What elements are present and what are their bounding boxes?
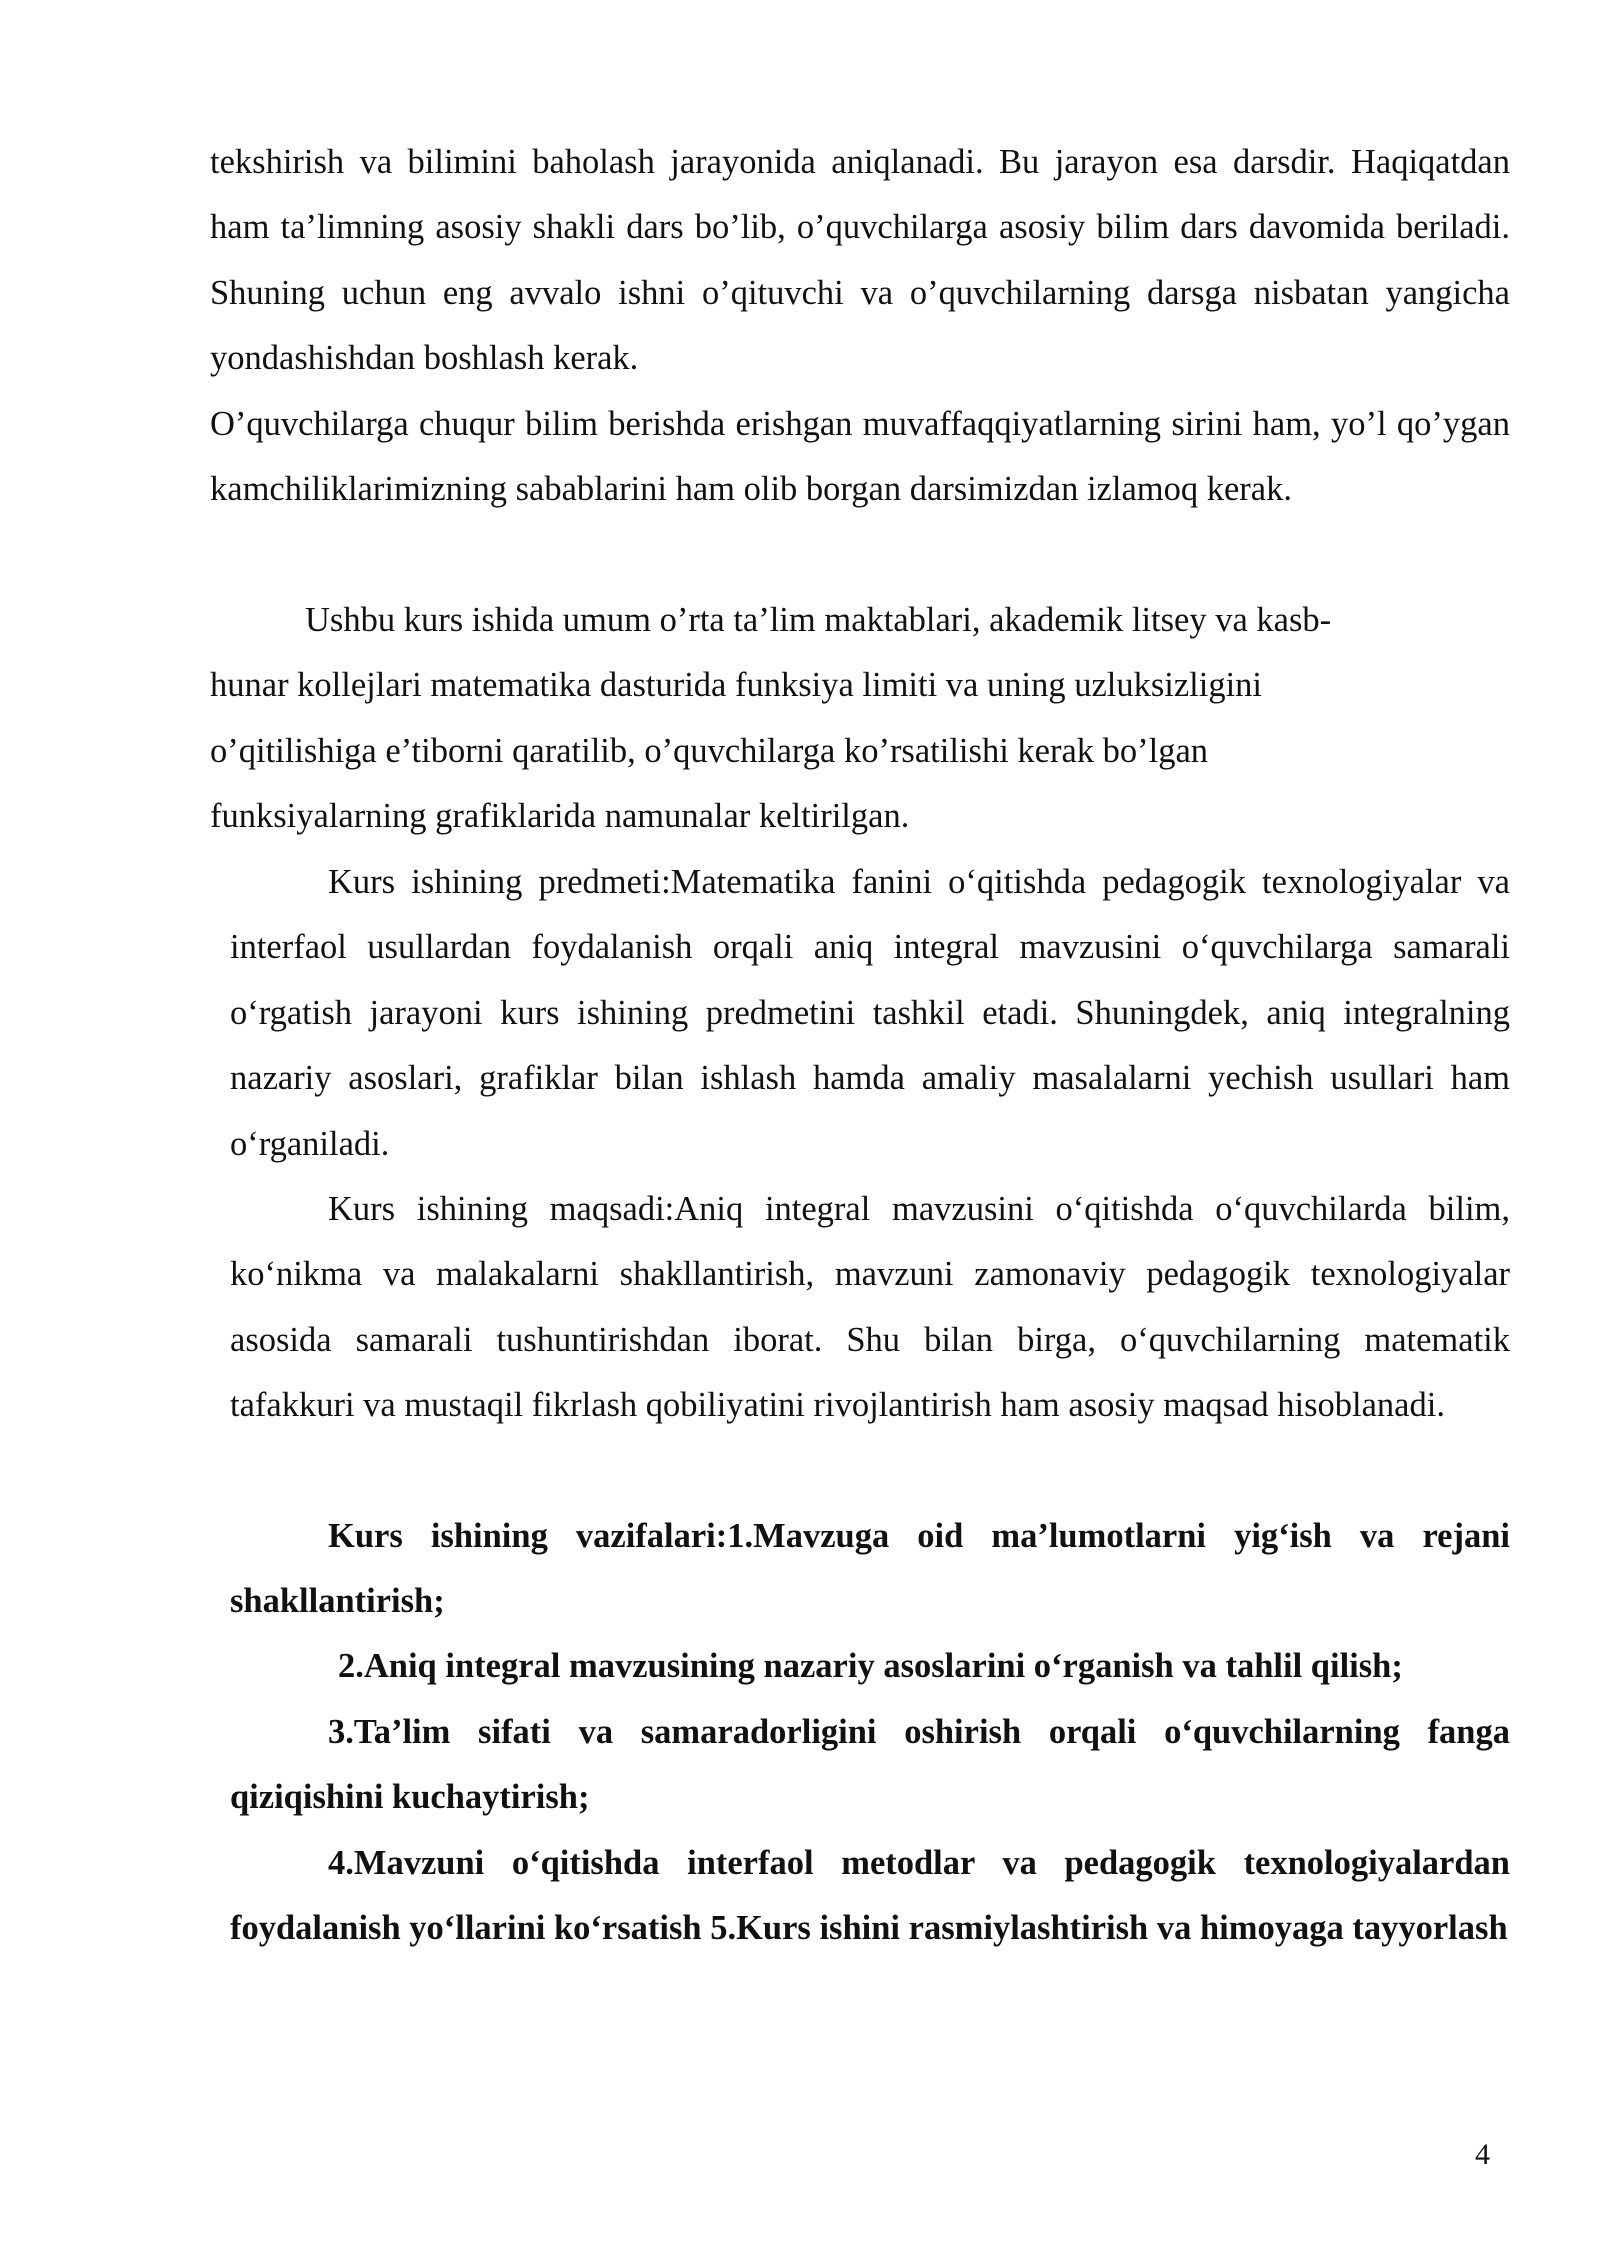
paragraph-line: hunar kollejlari matematika dasturida funksiya limiti va uning uzluksizligini [210,666,1263,705]
page-number: 4 [1475,2138,1490,2171]
paragraph-line: Ushbu kurs ishida umum o’rta ta’lim maktablari, akademik litsey va kasb- [305,601,1332,639]
task-item-4-5: 4.Mavzuni o‘qitishda interfaol metodlar va pedagogik texnologiyalardan foydalanish yo‘llarini ko‘rsatish 5.Kurs ishini rasmiylashtirish va himoyaga tayyorlash [230,1844,1510,1948]
paragraph-line: funksiyalarning grafiklarida namunalar keltirilgan. [210,797,910,836]
paragraph-kurs-ishi [210,588,1440,850]
paragraph-muvaffaqiyat: O’quvchilarga chuqur bilim berishda erishgan muvaffaqqiyatlarning sirini ham, yo’l qo’ygan kamchiliklarimizning sabablarini ham olib borgan darsimizdan izlamoq kerak. [210,405,1510,509]
paragraph-line: o’qitilishiga e’tiborni qaratilib, o’quvchilarga ko’rsatilishi kerak bo’lgan [210,731,1209,770]
task-item-3: 3.Ta’lim sifati va samaradorligini oshirish orqali o‘quvchilarning fanga qiziqishini kuchaytirish; [230,1713,1510,1817]
task-item-2: 2.Aniq integral mavzusining nazariy asoslarini o‘rganish va tahlil qilish; [338,1647,1403,1685]
paragraph-dars-intro: tekshirish va bilimini baholash jarayonida aniqlanadi. Bu jarayon esa darsdir. Haqiqatdan ham ta’limning asosiy shakli dars bo’lib, o’quvchilarga asosiy bilim dars davomida beriladi. Shuning uchun eng avvalo ishni o’qituvchi va o’quvchilarning darsga nisbatan yangicha yondashishdan boshlash kerak. [210,143,1510,378]
paragraph-maqsad: Kurs ishining maqsadi:Aniq integral mavzusini o‘qitishda o‘quvchilarda bilim, ko‘nikma va malakalarni shakllantirish, mavzuni zamonaviy pedagogik texnologiyalar asosida samarali tushuntirishdan iborat. Shu bilan birga, o‘quvchilarning matematik tafakkuri va mustaqil fikrlash qobiliyatini rivojlantirish ham asosiy maqsad hisoblanadi. [230,1190,1510,1425]
paragraph-vazifalar: Kurs ishining vazifalari:1.Mavzuga oid ma’lumotlarni yig‘ish va rejani shakllantirish; [230,1517,1510,1621]
paragraph-predmet: Kurs ishining predmeti:Matematika fanini o‘qitishda pedagogik texnologiyalar va interfaol usullardan foydalanish orqali aniq integral mavzusini o‘quvchilarga samarali o‘rgatish jarayoni kurs ishining predmetini tashkil etadi. Shuningdek, aniq integralning nazariy asoslari, grafiklar bilan ishlash hamda amaliy masalalarni yechish usullari ham o‘rganiladi. [230,863,1510,1163]
